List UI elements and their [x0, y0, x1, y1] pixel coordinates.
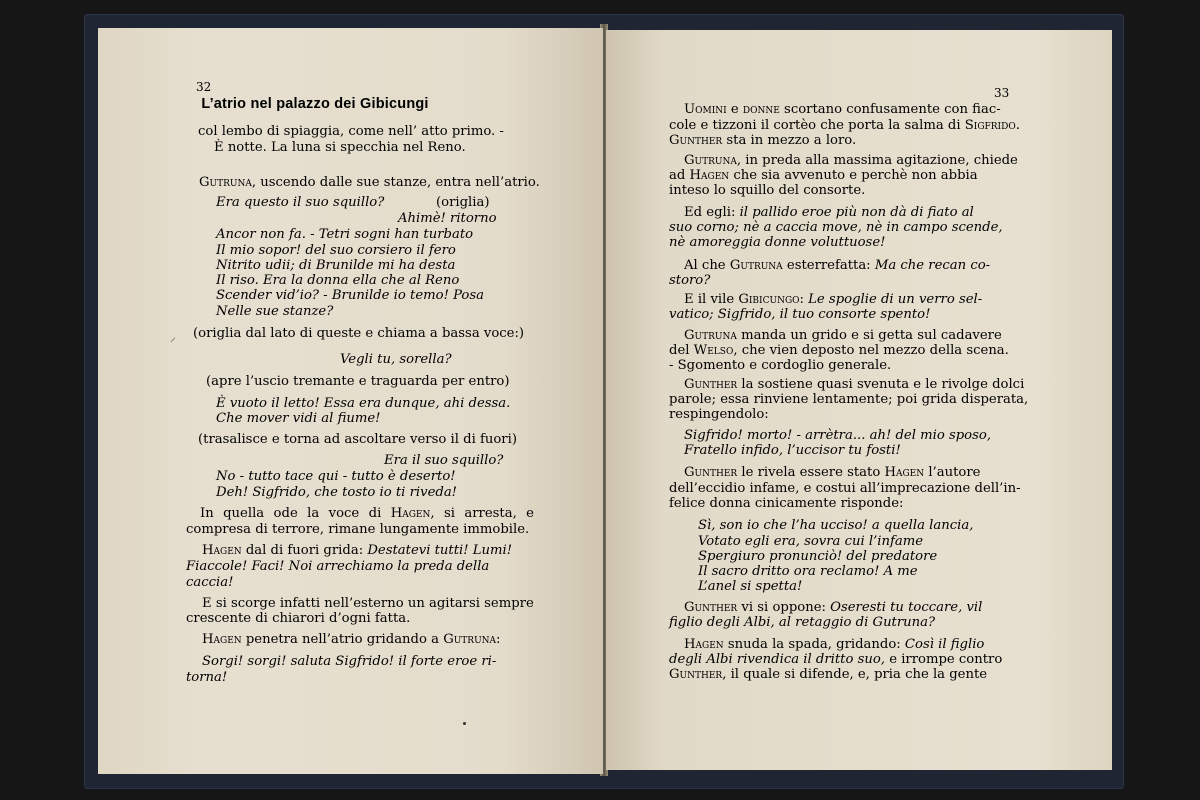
stage-direction: (origlia)	[436, 195, 490, 210]
text-line: Gutruna, uscendo dalle sue stanze, entra nell’atrio.	[199, 175, 540, 190]
verse-line: Il riso. Era la donna ella che al Reno	[216, 273, 460, 288]
text-line: respingendolo:	[669, 407, 769, 422]
text-line: Gunther, il quale si difende, e, pria che la gente	[669, 667, 988, 682]
stage-direction: (origlia dal lato di queste e chiama a bassa voce:)	[193, 326, 525, 341]
text-line: vatico; Sigfrido, il tuo consorte spento!	[669, 307, 931, 322]
text-line: ad Hagen che sia avvenuto e perchè non abbia	[669, 168, 978, 183]
text-line: - Sgomento e cordoglio generale.	[669, 358, 892, 373]
verse-line: Vegli tu, sorella?	[340, 352, 452, 367]
text-line: crescente di chiarori d’ogni fatta.	[186, 611, 411, 626]
text-line: suo corno; nè a caccia move, nè in campo scende,	[669, 220, 1003, 235]
text-line: degli Albi rivendica il dritto suo, e irrompe contro	[669, 652, 1003, 667]
text-line: Hagen penetra nell’atrio gridando a Gutruna:	[202, 632, 501, 647]
text-line: E si scorge infatti nell’esterno un agitarsi sempre	[202, 596, 534, 611]
verse-line: Scender vid’io? - Brunilde io temo! Posa	[216, 288, 484, 303]
verse-line: Che mover vidi al fiume!	[216, 411, 381, 426]
text-line: In quella ode la voce di Hagen, si arresta, e	[200, 506, 534, 521]
text-line: figlio degli Albi, al retaggio di Gutruna?	[669, 615, 936, 630]
text-line: Fiaccole! Faci! Noi arrechiamo la preda della	[186, 559, 490, 574]
text-line: compresa di terrore, rimane lungamente immobile.	[186, 522, 530, 537]
left-page-number: 32	[196, 80, 212, 94]
text-line: storo?	[669, 273, 711, 288]
page-speck	[463, 722, 466, 725]
text-line: felice donna cinicamente risponde:	[669, 496, 904, 511]
verse-line: Ancor non fa. - Tetri sogni han turbato	[216, 227, 474, 242]
verse-line: Sorgi! sorgi! saluta Sigfrido! il forte eroe ri-	[202, 654, 497, 669]
text-line: nè amoreggia donne voluttuose!	[669, 235, 886, 250]
text-line: Gunther vi si oppone: Oseresti tu toccare, vil	[684, 600, 983, 615]
verse-line: L’anel si spetta!	[698, 579, 803, 594]
left-page-header: L’atrio nel palazzo dei Gibicungi	[201, 96, 429, 112]
stage-direction: (apre l’uscio tremante e traguarda per entro)	[206, 374, 510, 389]
text-line: inteso lo squillo del consorte.	[669, 183, 866, 198]
text-line: Gunther la sostiene quasi svenuta e le rivolge dolci	[684, 377, 1025, 392]
text-line: cole e tizzoni il cortèo che porta la salma di Sigfrido.	[669, 118, 1020, 133]
text-line: Gutruna manda un grido e si getta sul cadavere	[684, 328, 1002, 343]
text-line: Hagen snuda la spada, gridando: Così il figlio	[684, 637, 985, 652]
stage-direction: (trasalisce e torna ad ascoltare verso il di fuori)	[198, 432, 517, 447]
text-line: Al che Gutruna esterrefatta: Ma che recan co-	[684, 258, 991, 273]
verse-line: È vuoto il letto! Essa era dunque, ahi dessa.	[216, 396, 511, 411]
verse-line: Sì, son io che l’ha ucciso! a quella lancia,	[698, 518, 974, 533]
text-line: Gutruna, in preda alla massima agitazione, chiede	[684, 153, 1018, 168]
verse-line: Era il suo squillo?	[384, 453, 504, 468]
text-line: Ed egli: il pallido eroe più non dà di fiato al	[684, 205, 974, 220]
verse-line: torna!	[186, 670, 228, 685]
text-line: parole; essa rinviene lentamente; poi grida disperata,	[669, 392, 1029, 407]
text-line: Hagen dal di fuori grida: Destatevi tutti! Lumi!	[202, 543, 513, 558]
text-line: Gunther le rivela essere stato Hagen l’autore	[684, 465, 981, 480]
verse-line: Ahimè! ritorno	[398, 211, 497, 226]
text-line: Gunther sta in mezzo a loro.	[669, 133, 857, 148]
text-line: È notte. La luna si specchia nel Reno.	[214, 140, 466, 155]
verse-line: Nelle sue stanze?	[216, 304, 334, 319]
verse-line: Era questo il suo squillo?	[216, 195, 385, 210]
text-line: col lembo di spiaggia, come nell’ atto primo. -	[198, 124, 504, 139]
margin-mark: ⸝	[170, 330, 177, 344]
text-line: caccia!	[186, 575, 234, 590]
verse-line: Nitrito udii; di Brunilde mi ha desta	[216, 258, 456, 273]
text-line: del Welso, che vien deposto nel mezzo della scena.	[669, 343, 1009, 358]
verse-line: Votato egli era, sovra cui l’infame	[698, 534, 924, 549]
text-line: dell’eccidio infame, e costui all’imprecazione dell’in-	[669, 481, 1021, 496]
verse-line: Il mio sopor! del suo corsiero il fero	[216, 243, 456, 258]
verse-line: No - tutto tace qui - tutto è deserto!	[216, 469, 456, 484]
verse-line: Deh! Sigfrido, che tosto io ti riveda!	[216, 485, 457, 500]
text-line: Uomini e donne scortano confusamente con fiac-	[684, 102, 1001, 117]
character-name: Gutruna,	[199, 175, 257, 190]
verse-line: Il sacro dritto ora reclamo! A me	[698, 564, 918, 579]
verse-line: Fratello infido, l’uccisor tu fosti!	[684, 443, 901, 458]
verse-line: Spergiuro pronunciò! del predatore	[698, 549, 938, 564]
verse-line: Sigfrido! morto! - arrètra... ah! del mio sposo,	[684, 428, 992, 443]
text-line: E il vile Gibicungo: Le spoglie di un verro sel-	[684, 292, 983, 307]
right-page-number: 33	[994, 86, 1010, 100]
